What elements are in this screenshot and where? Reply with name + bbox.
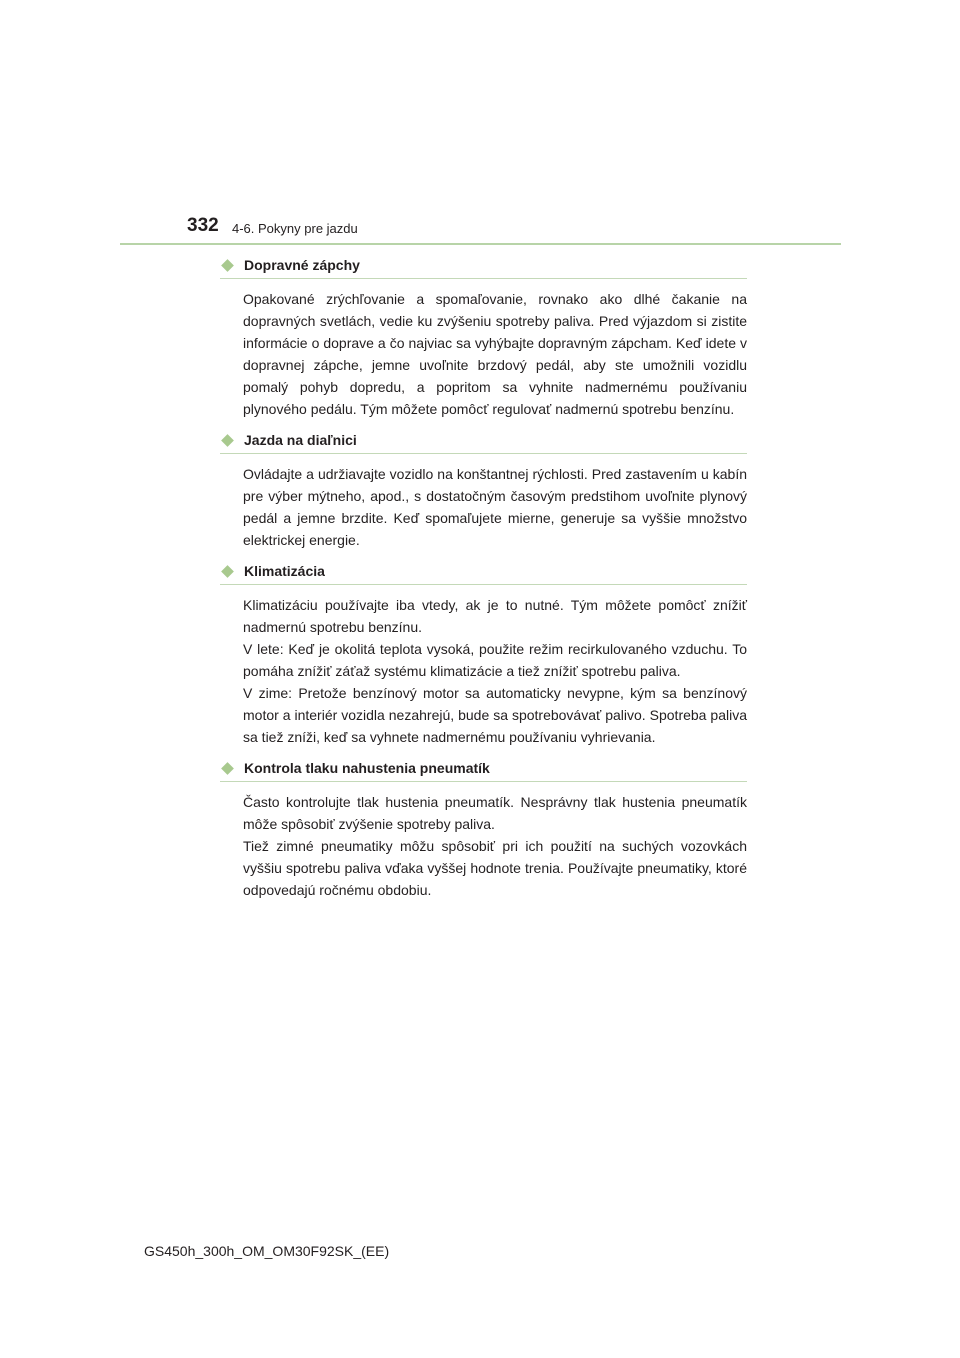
diamond-bullet-icon: [221, 259, 234, 272]
section-title: Kontrola tlaku nahustenia pneumatík: [244, 760, 490, 776]
section-heading: [220, 756, 747, 782]
diamond-bullet-icon: [221, 434, 234, 447]
diamond-bullet-icon: [221, 565, 234, 578]
paragraph: Často kontrolujte tlak hustenia pneumatík. Nesprávny tlak hustenia pneumatík môže spôsobiť zvýšenie spotreby paliva.: [243, 794, 747, 832]
paragraph: V zime: Pretože benzínový motor sa automaticky nevypne, kým sa benzínový motor a interiér vozidla nezahrejú, bude sa spotrebovávať palivo. Spotreba paliva sa tiež zníži, keď sa vyhnete nadmernému používaniu vyhrievania.: [243, 685, 747, 745]
section-highway-driving: [220, 428, 747, 551]
paragraph: Ovládajte a udržiavajte vozidlo na konštantnej rýchlosti. Pred zastavením u kabín pre výber mýtneho, apod., s dostatočným časovým predstihom uvoľnite plynový pedál a jemne brzdite. Keď spomaľujete mierne, generuje sa vyššie množstvo elektrickej energie.: [243, 466, 747, 548]
document-code: GS450h_300h_OM_OM30F92SK_(EE): [144, 1243, 390, 1259]
section-body: [243, 791, 747, 901]
section-title: Dopravné zápchy: [244, 257, 360, 273]
paragraph: Tiež zimné pneumatiky môžu spôsobiť pri ich použití na suchých vozovkách vyššiu spotrebu paliva vďaka vyššej hodnote trenia. Používajte pneumatiky, ktoré odpovedajú ročnému obdobiu.: [243, 838, 747, 898]
page-number: 332: [187, 215, 219, 236]
paragraph: Klimatizáciu používajte iba vtedy, ak je to nutné. Tým môžete pomôcť znížiť nadmernú spotrebu benzínu.: [243, 597, 747, 635]
section-heading: [220, 253, 747, 279]
section-body: [243, 594, 747, 748]
diamond-bullet-icon: [221, 762, 234, 775]
page-content: [220, 253, 747, 909]
section-title: Klimatizácia: [244, 563, 325, 579]
section-title: Jazda na diaľnici: [244, 432, 357, 448]
chapter-title: 4-6. Pokyny pre jazdu: [232, 221, 358, 236]
section-heading: [220, 428, 747, 454]
section-traffic-jams: [220, 253, 747, 420]
section-air-conditioning: [220, 559, 747, 748]
paragraph: V lete: Keď je okolitá teplota vysoká, použite režim recirkulovaného vzduchu. To pomáha znížiť záťaž systému klimatizácie a tiež znížiť spotrebu paliva.: [243, 641, 747, 679]
header-divider: [120, 243, 841, 245]
section-body: [243, 463, 747, 551]
section-heading: [220, 559, 747, 585]
paragraph: Opakované zrýchľovanie a spomaľovanie, rovnako ako dlhé čakanie na dopravných svetlách, vedie ku zvýšeniu spotreby paliva. Pred výjazdom si zistite informácie o doprave a čo najviac sa vyhýbajte dopravným zápcham. Keď idete v dopravnej zápche, jemne uvoľnite brzdový pedál, aby ste umožnili vozidlu pomalý pohyb dopredu, a popritom sa vyhnite nadmernému používaniu plynového pedálu. Tým môžete pomôcť regulovať nadmernú spotrebu benzínu.: [243, 291, 747, 417]
section-body: [243, 288, 747, 420]
section-tire-pressure: [220, 756, 747, 901]
